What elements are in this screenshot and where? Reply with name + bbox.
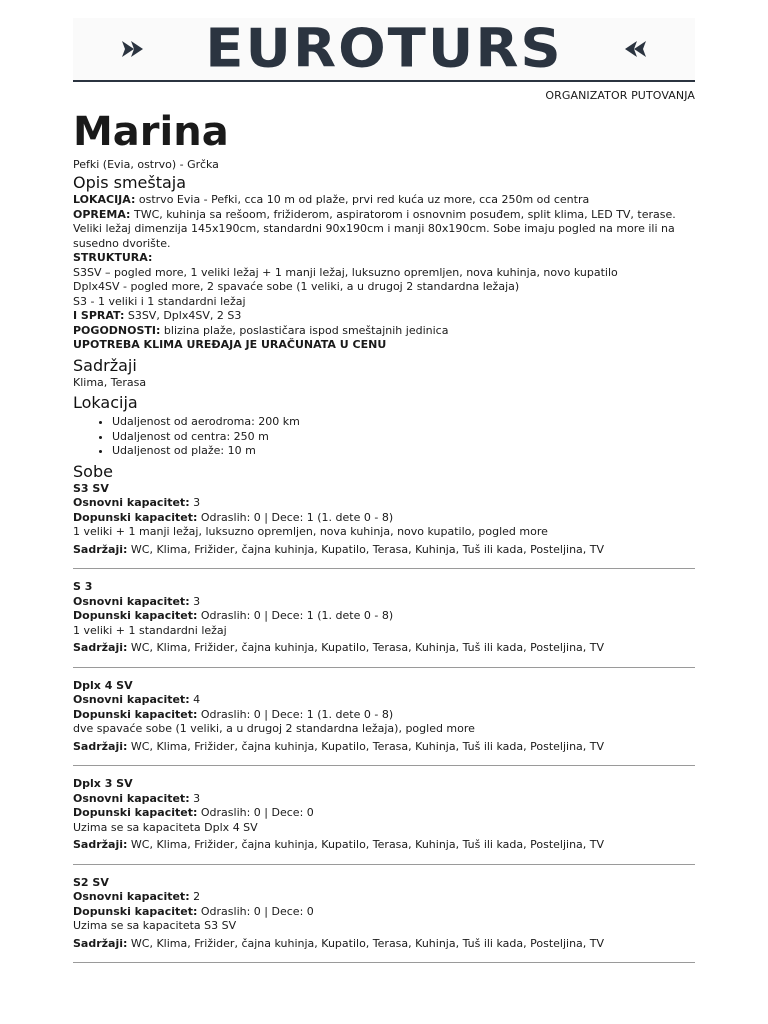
room-features bbox=[73, 641, 695, 656]
document-page bbox=[73, 0, 695, 974]
room-divider bbox=[73, 667, 695, 668]
room-capacity bbox=[73, 595, 695, 610]
extra-capacity-label: Dopunski kapacitet: bbox=[73, 609, 198, 622]
double-chevron-right-icon bbox=[122, 41, 143, 57]
capacity-value: 2 bbox=[193, 890, 201, 903]
pogodnosti-text: blizina plaže, poslastičara ispod smeštajnih jedinica bbox=[163, 323, 449, 337]
sprat-label: I SPRAT: bbox=[73, 309, 125, 322]
ac-note: UPOTREBA KLIMA UREĐAJA JE URAČUNATA U CENU bbox=[73, 338, 387, 351]
lokacija-text: ostrvo Evia - Pefki, cca 10 m od plaže, prvi red kuća uz more, cca 250m od centra bbox=[138, 193, 590, 206]
capacity-label: Osnovni kapacitet: bbox=[73, 791, 190, 805]
extra-capacity-value: Odraslih: 0 | Dece: 1 (1. dete 0 - 8) bbox=[200, 609, 394, 622]
room-description: Uzima se sa kapaciteta S3 SV bbox=[73, 919, 237, 932]
room-block bbox=[73, 580, 695, 668]
features-label: Sadržaji: bbox=[73, 739, 128, 753]
sprat-text: S3SV, Dplx4SV, 2 S3 bbox=[127, 309, 242, 322]
pogodnosti-line bbox=[73, 324, 695, 339]
features-value: WC, Klima, Frižider, čajna kuhinja, Kupatilo, Terasa, Kuhinja, Tuš ili kada, Posteljina, TV bbox=[130, 739, 605, 753]
oprema-label: OPREMA: bbox=[73, 207, 131, 221]
room-divider bbox=[73, 864, 695, 865]
extra-capacity-label: Dopunski kapacitet: bbox=[73, 510, 198, 524]
struktura-line: Dplx4SV - pogled more, 2 spavaće sobe (1 veliki, a u drugoj 2 standardna ležaja) bbox=[73, 280, 520, 293]
room-description: Uzima se sa kapaciteta Dplx 4 SV bbox=[73, 820, 258, 834]
euroturs-logo bbox=[114, 23, 654, 75]
room-name: Dplx 4 SV bbox=[73, 678, 133, 692]
room-capacity bbox=[73, 890, 695, 905]
room-extra-capacity bbox=[73, 511, 695, 526]
room-extra-capacity bbox=[73, 806, 695, 821]
amenities-text: Klima, Terasa bbox=[73, 375, 147, 389]
room-capacity bbox=[73, 496, 695, 511]
oprema-text: TWC, kuhinja sa rešoom, frižiderom, aspiratorom i osnovnim posuđem, split klima, LED TV, terase. Veliki ležaj dimenzija 145x190cm, standardni 90x190cm i manji 80x190cm. Sobe imaju pogled na more ili na susedno dvorište. bbox=[73, 207, 676, 250]
features-label: Sadržaji: bbox=[73, 838, 128, 851]
features-label: Sadržaji: bbox=[73, 936, 128, 950]
room-description: dve spavaće sobe (1 veliki, a u drugoj 2 standardna ležaja), pogled more bbox=[73, 722, 475, 735]
capacity-label: Osnovni kapacitet: bbox=[73, 693, 190, 706]
sprat-line bbox=[73, 309, 695, 324]
rooms-list bbox=[73, 482, 695, 964]
room-features bbox=[73, 543, 695, 558]
room-features bbox=[73, 740, 695, 755]
room-name: Dplx 3 SV bbox=[73, 777, 133, 790]
logo-wordmark: EUROTURS bbox=[205, 23, 563, 75]
room-name: S3 SV bbox=[73, 481, 109, 495]
features-value: WC, Klima, Frižider, čajna kuhinja, Kupatilo, Terasa, Kuhinja, Tuš ili kada, Posteljina, TV bbox=[130, 641, 605, 654]
room-divider bbox=[73, 765, 695, 766]
hotel-name: Marina bbox=[73, 109, 229, 155]
list-item: • Udaljenost od centra: 250 m bbox=[112, 430, 695, 445]
amenities-heading: Sadržaji bbox=[73, 355, 137, 375]
room-features bbox=[73, 937, 695, 952]
extra-capacity-value: Odraslih: 0 | Dece: 0 bbox=[200, 806, 314, 819]
struktura-line: S3 - 1 veliki i 1 standardni ležaj bbox=[73, 294, 246, 308]
extra-capacity-value: Odraslih: 0 | Dece: 1 (1. dete 0 - 8) bbox=[200, 510, 394, 524]
extra-capacity-label: Dopunski kapacitet: bbox=[73, 904, 198, 918]
capacity-label: Osnovni kapacitet: bbox=[73, 890, 190, 903]
features-value: WC, Klima, Frižider, čajna kuhinja, Kupatilo, Terasa, Kuhinja, Tuš ili kada, Posteljina, TV bbox=[130, 542, 605, 556]
room-description: 1 veliki + 1 standardni ležaj bbox=[73, 623, 227, 637]
room-extra-capacity bbox=[73, 905, 695, 920]
room-name: S 3 bbox=[73, 580, 93, 593]
double-chevron-left-icon bbox=[625, 41, 646, 57]
description-heading: Opis smeštaja bbox=[73, 173, 187, 192]
header-divider bbox=[73, 80, 695, 82]
features-value: WC, Klima, Frižider, čajna kuhinja, Kupatilo, Terasa, Kuhinja, Tuš ili kada, Posteljina, TV bbox=[130, 838, 605, 851]
pogodnosti-label: POGODNOSTI: bbox=[73, 323, 161, 337]
capacity-label: Osnovni kapacitet: bbox=[73, 496, 190, 509]
tagline: ORGANIZATOR PUTOVANJA bbox=[545, 89, 695, 102]
capacity-value: 3 bbox=[193, 594, 201, 608]
room-divider bbox=[73, 962, 695, 963]
room-block bbox=[73, 876, 695, 964]
capacity-value: 4 bbox=[193, 693, 201, 706]
lokacija-line bbox=[73, 193, 695, 208]
struktura-line: S3SV – pogled more, 1 veliki ležaj + 1 manji ležaj, luksuzno opremljen, nova kuhinja, novo kupatilo bbox=[73, 265, 618, 279]
list-item: • Udaljenost od plaže: 10 m bbox=[112, 444, 695, 459]
hotel-location: Pefki (Evia, ostrvo) - Grčka bbox=[73, 158, 219, 171]
room-features bbox=[73, 838, 695, 853]
extra-capacity-label: Dopunski kapacitet: bbox=[73, 806, 198, 819]
features-label: Sadržaji: bbox=[73, 641, 128, 654]
lokacija-label: LOKACIJA: bbox=[73, 193, 136, 206]
room-description: 1 veliki + 1 manji ležaj, luksuzno opremljen, nova kuhinja, novo kupatilo, pogled more bbox=[73, 525, 548, 538]
room-extra-capacity bbox=[73, 609, 695, 624]
features-value: WC, Klima, Frižider, čajna kuhinja, Kupatilo, Terasa, Kuhinja, Tuš ili kada, Posteljina, TV bbox=[130, 936, 605, 950]
room-block bbox=[73, 679, 695, 767]
room-extra-capacity bbox=[73, 708, 695, 723]
struktura-label: STRUKTURA: bbox=[73, 251, 153, 264]
location-heading: Lokacija bbox=[73, 393, 138, 412]
list-item: • Udaljenost od aerodroma: 200 km bbox=[112, 415, 695, 430]
room-capacity bbox=[73, 693, 695, 708]
room-name: S2 SV bbox=[73, 875, 109, 889]
room-capacity bbox=[73, 792, 695, 807]
rooms-heading: Sobe bbox=[73, 461, 113, 481]
capacity-value: 3 bbox=[193, 791, 201, 805]
capacity-value: 3 bbox=[193, 496, 201, 509]
room-divider bbox=[73, 568, 695, 569]
room-block bbox=[73, 482, 695, 570]
logo-banner bbox=[73, 18, 695, 80]
extra-capacity-value: Odraslih: 0 | Dece: 0 bbox=[200, 904, 314, 918]
capacity-label: Osnovni kapacitet: bbox=[73, 594, 190, 608]
location-list bbox=[73, 415, 695, 459]
oprema-line bbox=[73, 208, 695, 252]
features-label: Sadržaji: bbox=[73, 542, 128, 556]
extra-capacity-label: Dopunski kapacitet: bbox=[73, 707, 198, 721]
extra-capacity-value: Odraslih: 0 | Dece: 1 (1. dete 0 - 8) bbox=[200, 707, 394, 721]
room-block bbox=[73, 777, 695, 865]
